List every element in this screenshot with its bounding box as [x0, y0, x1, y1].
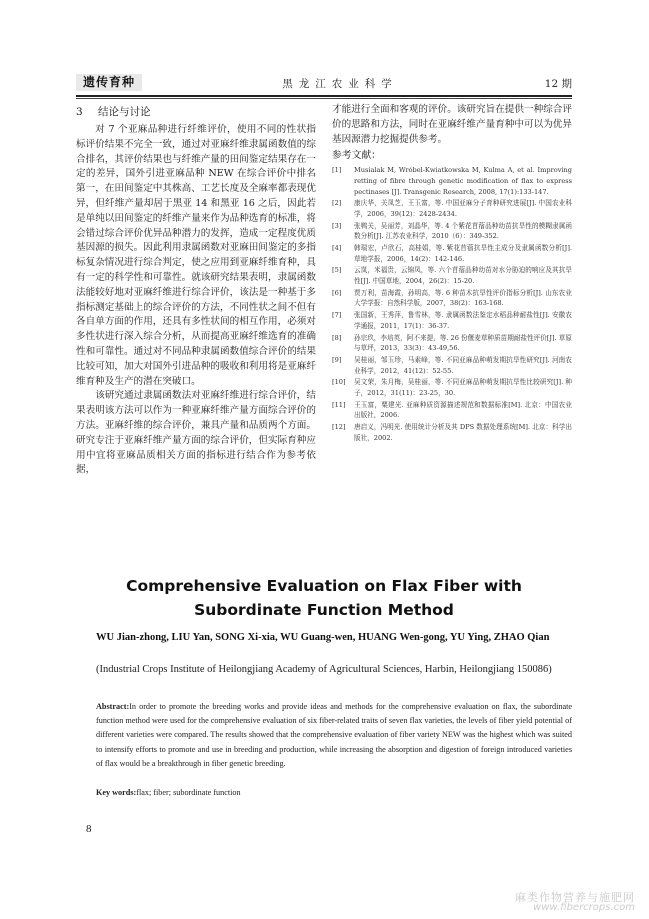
left-column — [76, 104, 316, 478]
reference-item — [332, 400, 572, 421]
section-tag: 遗传育种 — [76, 74, 142, 91]
english-authors: WU Jian-zhong, LIU Yan, SONG Xi-xia, WU Guang-wen, HUANG Wen-gong, YU Ying, ZHAO Qian — [96, 632, 550, 643]
reference-number: [5] — [332, 266, 342, 275]
watermark-text: 麻类作物营养与施肥网 — [515, 891, 635, 904]
reference-number: [6] — [332, 288, 342, 297]
body-paragraph-2: 该研究通过隶属函数法对亚麻纤维进行综合评价，结果表明该方法可以作为一种亚麻纤维产量方面综合评价的方法。亚麻纤维的综合评价，兼具产量和品质两个方面。研究专注于亚麻纤维产量方面的综合评价，但实际育种应用中宜将亚麻品质相关方面的指标进行结合作为参考依据， — [76, 390, 316, 476]
reference-item — [332, 198, 572, 219]
reference-number: [3] — [332, 221, 342, 230]
reference-text: 张鸭关，吴丽芳，刘晶华，等. 4 个紫花苜蓿品种幼苗抗旱性的模糊隶属函数分析[J]. 江苏农业科学，2010（6）：349-352. — [354, 221, 572, 241]
reference-text: 云岚，米福贵，云锦凤，等. 六个苜蓿品种幼苗对水分胁迫的响应及其抗旱性[J]. 中国草地，2004，26(2)：15-20. — [354, 266, 572, 286]
reference-item — [332, 243, 572, 264]
english-title — [76, 574, 572, 622]
reference-number: [4] — [332, 244, 342, 253]
reference-number: [2] — [332, 199, 342, 208]
reference-item — [332, 333, 572, 354]
english-affiliation: (Industrial Crops Institute of Heilongjiang Academy of Agricultural Sciences, Harbin, Heilongjiang 150086) — [96, 664, 552, 675]
section-title: 结论与讨论 — [98, 106, 151, 118]
reference-item — [332, 355, 572, 376]
reference-item — [332, 310, 572, 331]
journal-name: 黑龙江农业科学 — [282, 78, 398, 90]
reference-number: [7] — [332, 311, 342, 320]
reference-number: [10] — [332, 378, 346, 387]
references-heading: 参考文献： — [332, 150, 381, 162]
reference-item — [332, 422, 572, 443]
header-rule-thick — [76, 95, 572, 97]
english-keywords — [96, 786, 572, 799]
issue-number: 12 期 — [544, 78, 572, 90]
reference-text: 张国新，王秀萍，鲁雪林，等. 隶属函数法鉴定水稻品种耐盐性[J]. 安徽农学通报，2011，17(1)：36-37. — [354, 311, 572, 330]
reference-text: Musialak M, Wróbel-Kwiatkowska M, Kulma A, et al. Improving retting of fibre through genetic modification of flax to express pectinases [J]. Transgenic Research, 2008, 17(1):133-147. — [354, 166, 572, 196]
reference-text: 王玉富，粟建光. 亚麻种质资源描述规范和数据标准[M]. 北京：中国农业出版社，2006. — [354, 400, 572, 420]
reference-item — [332, 165, 572, 197]
reference-item — [332, 288, 572, 309]
reference-text: 唐启义，冯明光. 使用统计分析及其 DPS 数据处理系统[M]. 北京：科学出版社，2002. — [354, 423, 572, 442]
body-paragraph-1: 对 7 个亚麻品种进行纤维评价，使用不同的性状指标评价结果不完全一致，通过对亚麻纤维隶属函数值的综合排名，其评价结果也与纤维产量的田间鉴定结果存在一定的差异，国外引进亚麻品种 NEW 在综合评价中排名第一，在田间鉴定中其株高、工艺长度及全麻率都表现优异，但纤维产量却居于黑亚 14 和黑亚 16 之后，因此若是单纯以田间鉴定的纤维产量来作为品种选育的标准，将会错过综合评价优异品种潜力的发挥，造成一定程度优质基因源的损失。因此利用隶属函数对亚麻田间鉴定的多指标复杂情况进行综合判定，使之应用到亚麻纤维育种，具有一定的科学性和可靠性。就该研究结果表明，隶属函数法能较好地对亚麻纤维进行综合评价，该法是一种基于多指标测定基础上的综合评价的方法，不同性状之间不但有各自单方面的作用，还具有多性状间的相互作用，必须对多性状进行深入综合分析，从而提高亚麻纤维选育的准确性和可靠性。通过对不同品种隶属函数值综合评价的结果比较可知，加大对国外引进品种的吸收和利用将是亚麻纤维育种及生产的潜在突破口。 — [76, 124, 316, 387]
header-rule-thin — [76, 98, 572, 99]
abstract-label: Abstract: — [96, 702, 130, 711]
reference-item — [332, 221, 572, 242]
reference-text: 吴桂丽，邹玉珍，马素峰，等. 不同亚麻品种萌发期抗旱性研究[J]. 河南农业科学，2012，41(12)：52-55. — [354, 355, 572, 375]
reference-text: 贾万利，苗海霞，孙明高，等. 6 种苗木抗旱性评价指标分析[J]. 山东农业大学学报：自然科学版，2007，38(2)：163-168. — [354, 288, 572, 308]
page-number: 8 — [86, 823, 92, 835]
watermark — [481, 889, 641, 913]
section-heading — [76, 104, 316, 121]
reference-text: 康庆华，关凤芝，王玉富，等. 中国亚麻分子育种研究进展[J]. 中国农业科学，2006，39(12)：2428-2434. — [354, 199, 572, 218]
english-abstract — [96, 700, 572, 771]
reference-list — [332, 165, 572, 443]
keywords-label: Key words: — [96, 788, 137, 797]
reference-number: [8] — [332, 333, 342, 342]
right-column — [332, 103, 572, 444]
reference-number: [9] — [332, 355, 342, 364]
reference-text: 孙宗玖，李培英，阿不来提，等. 26 份偃麦草种质苗期耐盐性评价[J]. 草原与草坪，2013，33(3)：43-49,56. — [354, 333, 572, 353]
reference-item — [332, 377, 572, 398]
section-number: 3 — [76, 106, 83, 118]
body-paragraph-continuation: 才能进行全面和客观的评价。该研究旨在提供一种综合评价的思路和方法，同时在亚麻纤维产量育种中可以为优异基因源潜力挖掘提供参考。 — [332, 104, 572, 145]
abstract-text: In order to promote the breeding works and provide ideas and methods for the comprehensive evaluation on flax, the subordinate function method were used for the comprehensive evaluation of six fiber-related traits of seven flax varieties, the levels of fiber yield potential of different varieties were compared. The results showed that the comprehensive evaluation of fiber variety NEW was the highest which was suited to intensify efforts to promote and use in breeding and production, while increasing the absorption and digestion of foreign introduced varieties of flax would be a breakthrough in fiber genetic breeding. — [96, 702, 572, 768]
reference-text: 韩瑞宏，卢欣石，高桂娟，等. 紫花苜蓿抗旱性主成分及隶属函数分析[J]. 草地学报，2006，14(2)：142-146. — [354, 244, 572, 263]
reference-item — [332, 265, 572, 286]
reference-number: [1] — [332, 166, 342, 175]
english-title-line-2: Subordinate Function Method — [194, 601, 454, 619]
watermark-url: www.fibercrops.com — [533, 902, 635, 913]
reference-number: [11] — [332, 400, 346, 409]
english-title-line-1: Comprehensive Evaluation on Flax Fiber with — [126, 577, 522, 595]
keywords-text: flax; fiber; subordinate function — [136, 788, 241, 797]
reference-text: 吴文荣，朱月梅，吴桂丽，等. 不同亚麻品种萌发期抗旱性比较研究[J]. 种子，2012，31(11)：23-25，30. — [354, 378, 572, 397]
reference-number: [12] — [332, 423, 346, 432]
